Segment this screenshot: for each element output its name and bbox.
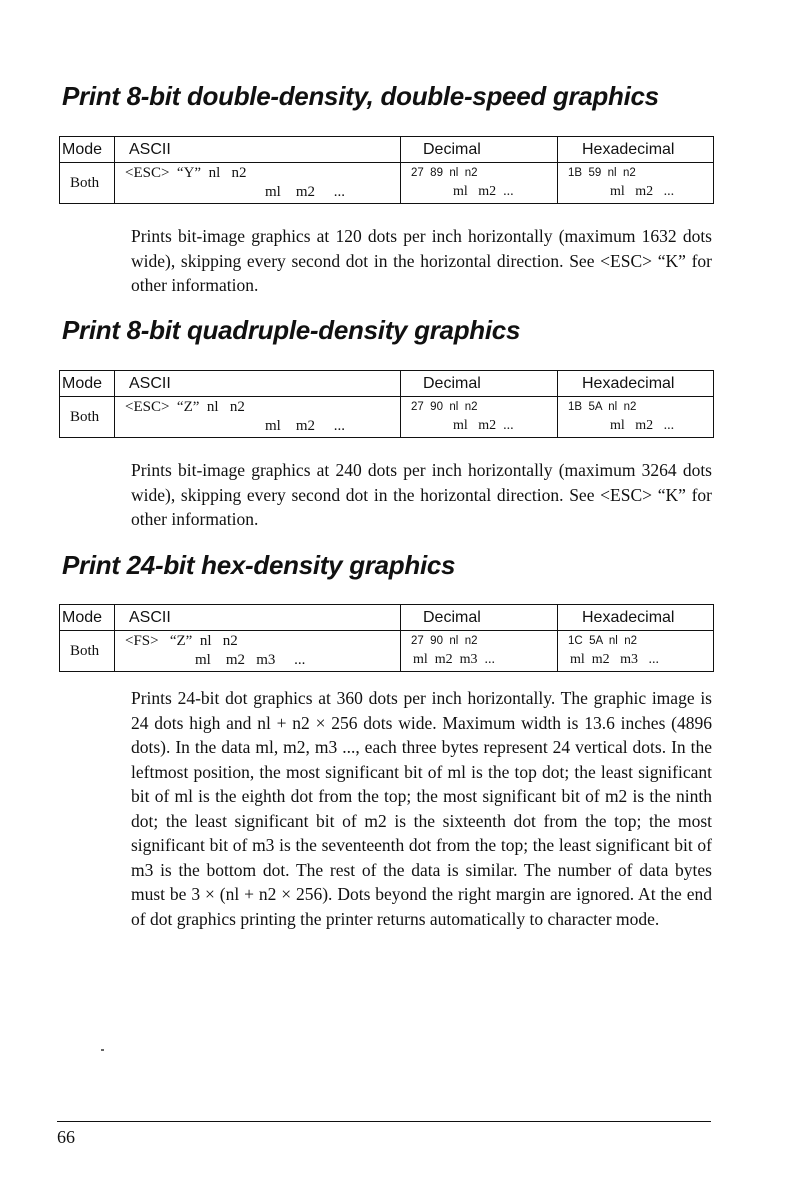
- table-row: [60, 631, 714, 672]
- table-header-row: [60, 371, 714, 397]
- table-row: [60, 397, 714, 438]
- ascii-line: <ESC> “Y” nl n2: [125, 165, 247, 181]
- table-header-row: [60, 605, 714, 631]
- decimal-cell: [401, 397, 558, 438]
- hex-line: ml m2 ...: [610, 418, 675, 433]
- hex-cell: [558, 631, 714, 672]
- decimal-line: ml m2 ...: [453, 418, 514, 433]
- command-table: [59, 604, 714, 672]
- header-mode: Mode: [60, 137, 115, 163]
- ascii-line: ml m2 ...: [265, 184, 346, 200]
- command-table: [59, 136, 714, 204]
- header-decimal: Decimal: [401, 605, 558, 631]
- ascii-cell: [115, 631, 401, 672]
- hex-line: 1C 5A nl n2: [568, 635, 638, 647]
- hex-line: 1B 5A nl n2: [568, 401, 637, 413]
- header-ascii: ASCII: [115, 605, 401, 631]
- command-table: [59, 370, 714, 438]
- header-ascii: ASCII: [115, 371, 401, 397]
- ascii-cell: [115, 163, 401, 204]
- ascii-cell: [115, 397, 401, 438]
- header-decimal: Decimal: [401, 137, 558, 163]
- decimal-line: 27 90 nl n2: [411, 635, 478, 647]
- header-hexadecimal: Hexadecimal: [558, 137, 714, 163]
- decimal-line: 27 90 nl n2: [411, 401, 478, 413]
- decimal-cell: [401, 631, 558, 672]
- section-title: Print 24-bit hex-density graphics: [62, 550, 456, 580]
- hex-line: ml m2 ...: [610, 184, 675, 199]
- stray-mark: [101, 1049, 104, 1051]
- ascii-line: <ESC> “Z” nl n2: [125, 399, 245, 415]
- header-hexadecimal: Hexadecimal: [558, 605, 714, 631]
- decimal-cell: [401, 163, 558, 204]
- hex-line: ml m2 m3 ...: [570, 652, 660, 667]
- header-hexadecimal: Hexadecimal: [558, 371, 714, 397]
- table-row: [60, 163, 714, 204]
- mode-cell: Both: [60, 631, 115, 672]
- hex-cell: [558, 163, 714, 204]
- header-decimal: Decimal: [401, 371, 558, 397]
- ascii-line: ml m2 m3 ...: [195, 652, 306, 668]
- hex-cell: [558, 397, 714, 438]
- section-description: Prints bit-image graphics at 240 dots per inch horizontally (maximum 3264 dots wide), skipping every second dot in the horizontal direction. See <ESC> “K” for other information.: [131, 460, 712, 529]
- table-header-row: [60, 137, 714, 163]
- header-mode: Mode: [60, 371, 115, 397]
- section-title: Print 8-bit quadruple-density graphics: [62, 315, 521, 345]
- footer-rule: [57, 1121, 711, 1122]
- mode-cell: Both: [60, 163, 115, 204]
- header-ascii: ASCII: [115, 137, 401, 163]
- ascii-line: <FS> “Z” nl n2: [125, 633, 238, 649]
- decimal-line: ml m2 m3 ...: [413, 652, 496, 667]
- decimal-line: ml m2 ...: [453, 184, 514, 199]
- hex-line: 1B 59 nl n2: [568, 167, 636, 179]
- section-description: Prints bit-image graphics at 120 dots per inch horizontally (maximum 1632 dots wide), skipping every second dot in the horizontal direction. See <ESC> “K” for other information.: [131, 226, 712, 295]
- decimal-line: 27 89 nl n2: [411, 167, 478, 179]
- mode-cell: Both: [60, 397, 115, 438]
- section-description: Prints 24-bit dot graphics at 360 dots per inch horizontally. The graphic image is 24 dots high and nl + n2 × 256 dots wide. Maximum width is 13.6 inches (4896 dots). In the data ml, m2, m3 ..., each three bytes represent 24 vertical dots. In the leftmost position, the most significant bit of ml is the top dot; the least significant bit of ml is the eighth dot from the top; the most significant bit of m2 is the ninth dot; the least significant bit of m2 is the sixteenth dot from the top; the most significant bit of m3 is the seventeenth dot from the top; the least significant bit of m3 is the bottom dot. The rest of the data is similar. The number of data bytes must be 3 × (nl + n2 × 256). Dots beyond the right margin are ignored. At the end of dot graphics printing the printer returns automatically to character mode.: [131, 688, 712, 929]
- section-title: Print 8-bit double-density, double-speed graphics: [62, 81, 659, 111]
- ascii-line: ml m2 ...: [265, 418, 346, 434]
- header-mode: Mode: [60, 605, 115, 631]
- page-number: 66: [57, 1127, 75, 1147]
